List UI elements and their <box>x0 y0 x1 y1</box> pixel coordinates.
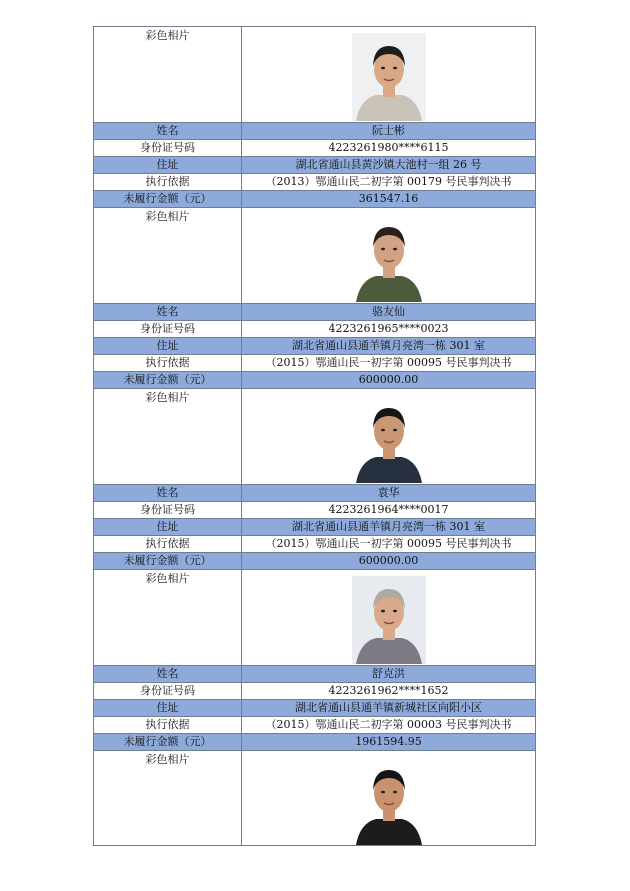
name-row <box>94 666 536 683</box>
name-label: 姓名 <box>94 304 242 321</box>
id-row <box>94 683 536 700</box>
name-row <box>94 123 536 140</box>
id-value: 4223261964****0017 <box>242 502 536 519</box>
id-value: 4223261962****1652 <box>242 683 536 700</box>
basis-row <box>94 355 536 372</box>
portrait-photo <box>352 33 426 121</box>
basis-value: （2015）鄂通山民一初字第 00095 号民事判决书 <box>242 536 536 553</box>
address-value: 湖北省通山县通羊镇月亮湾一栋 301 室 <box>242 338 536 355</box>
photo-cell <box>242 27 536 123</box>
photo-row <box>94 208 536 304</box>
basis-value: （2015）鄂通山民二初字第 00003 号民事判决书 <box>242 717 536 734</box>
photo-row <box>94 570 536 666</box>
basis-label: 执行依据 <box>94 174 242 191</box>
amount-row <box>94 191 536 208</box>
amount-label: 未履行金额（元） <box>94 734 242 751</box>
photo-cell <box>242 751 536 846</box>
photo-label: 彩色相片 <box>94 389 242 485</box>
id-row <box>94 502 536 519</box>
basis-row <box>94 717 536 734</box>
photo-row <box>94 389 536 485</box>
portrait-photo <box>352 395 426 483</box>
photo-row <box>94 751 536 846</box>
amount-label: 未履行金额（元） <box>94 553 242 570</box>
address-label: 住址 <box>94 338 242 355</box>
id-label: 身份证号码 <box>94 321 242 338</box>
id-row <box>94 321 536 338</box>
address-value: 湖北省通山县通羊镇月亮湾一栋 301 室 <box>242 519 536 536</box>
portrait-photo <box>352 214 426 302</box>
id-label: 身份证号码 <box>94 683 242 700</box>
photo-row <box>94 27 536 123</box>
photo-label: 彩色相片 <box>94 751 242 846</box>
basis-label: 执行依据 <box>94 355 242 372</box>
id-value: 4223261965****0023 <box>242 321 536 338</box>
basis-label: 执行依据 <box>94 717 242 734</box>
name-label: 姓名 <box>94 666 242 683</box>
address-label: 住址 <box>94 519 242 536</box>
name-label: 姓名 <box>94 123 242 140</box>
amount-row <box>94 372 536 389</box>
amount-label: 未履行金额（元） <box>94 191 242 208</box>
address-row <box>94 157 536 174</box>
portrait-photo <box>352 576 426 664</box>
name-label: 姓名 <box>94 485 242 502</box>
name-row <box>94 304 536 321</box>
amount-label: 未履行金额（元） <box>94 372 242 389</box>
name-value: 袁华 <box>242 485 536 502</box>
name-value: 舒克洪 <box>242 666 536 683</box>
basis-row <box>94 536 536 553</box>
address-row <box>94 519 536 536</box>
amount-row <box>94 553 536 570</box>
photo-label: 彩色相片 <box>94 208 242 304</box>
photo-cell <box>242 570 536 666</box>
photo-cell <box>242 389 536 485</box>
id-label: 身份证号码 <box>94 140 242 157</box>
id-row <box>94 140 536 157</box>
amount-value: 361547.16 <box>242 191 536 208</box>
address-label: 住址 <box>94 157 242 174</box>
name-value: 阮士彬 <box>242 123 536 140</box>
basis-value: （2015）鄂通山民一初字第 00095 号民事判决书 <box>242 355 536 372</box>
amount-row <box>94 734 536 751</box>
amount-value: 1961594.95 <box>242 734 536 751</box>
photo-cell <box>242 208 536 304</box>
address-value: 湖北省通山县通羊镇新城社区向阳小区 <box>242 700 536 717</box>
photo-label: 彩色相片 <box>94 570 242 666</box>
address-label: 住址 <box>94 700 242 717</box>
portrait-photo <box>352 757 426 845</box>
id-label: 身份证号码 <box>94 502 242 519</box>
address-row <box>94 700 536 717</box>
amount-value: 600000.00 <box>242 553 536 570</box>
name-value: 骆友仙 <box>242 304 536 321</box>
basis-label: 执行依据 <box>94 536 242 553</box>
name-row <box>94 485 536 502</box>
photo-label: 彩色相片 <box>94 27 242 123</box>
basis-row <box>94 174 536 191</box>
address-row <box>94 338 536 355</box>
id-value: 4223261980****6115 <box>242 140 536 157</box>
amount-value: 600000.00 <box>242 372 536 389</box>
debtor-table <box>93 26 536 846</box>
basis-value: （2013）鄂通山民二初字第 00179 号民事判决书 <box>242 174 536 191</box>
address-value: 湖北省通山县黄沙镇大池村一组 26 号 <box>242 157 536 174</box>
